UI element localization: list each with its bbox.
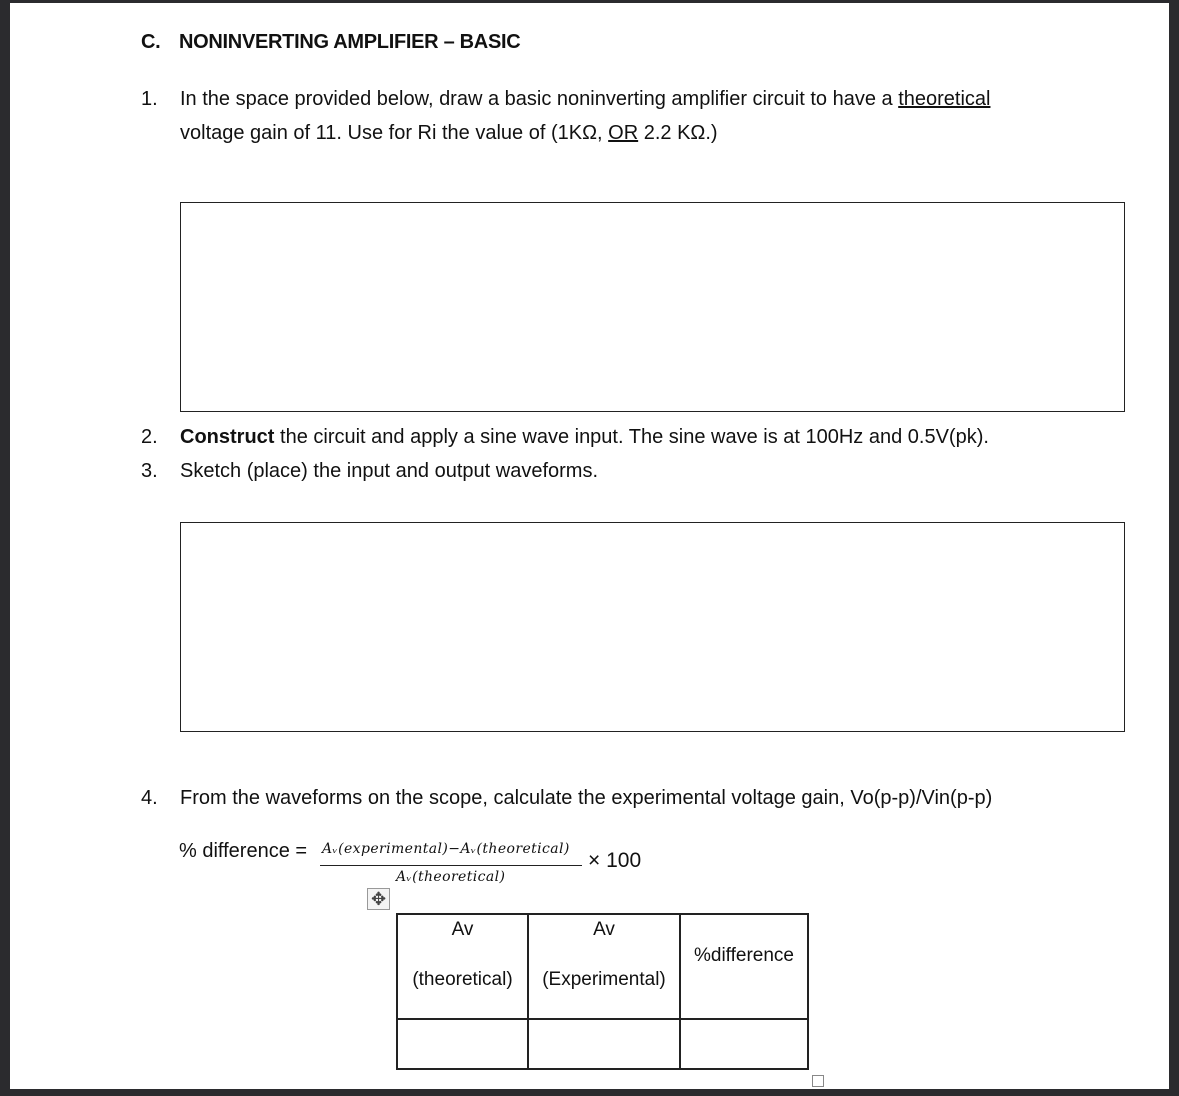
cell-av-experimental[interactable] <box>528 1019 680 1069</box>
formula-multiplier: × 100 <box>588 849 642 872</box>
table-row <box>397 1019 808 1069</box>
header-line1: %difference <box>694 945 794 966</box>
formula-numerator: Aᵥ(experimental)−Aᵥ(theoretical) <box>322 841 570 857</box>
item-4-text: From the waveforms on the scope, calculate the experimental voltage gain, Vo(p-p)/Vin(p-p) <box>180 787 993 809</box>
header-line2: (theoretical) <box>412 969 513 990</box>
item-text <box>180 420 989 454</box>
circuit-drawing-box[interactable] <box>180 202 1125 412</box>
item-2-text: the circuit and apply a sine wave input. The sine wave is at 100Hz and 0.5V(pk). <box>274 426 989 448</box>
table-header-row <box>397 914 808 1019</box>
waveform-sketch-box[interactable] <box>180 522 1125 732</box>
results-table <box>396 913 809 1070</box>
document-page <box>10 3 1169 1089</box>
header-line1: Av <box>593 919 615 940</box>
item-number: 4. <box>141 787 158 809</box>
formula-label: % difference = <box>179 840 308 862</box>
cell-percent-difference[interactable] <box>680 1019 808 1069</box>
item-number: 3. <box>141 460 158 482</box>
cell-av-theoretical[interactable] <box>397 1019 528 1069</box>
fraction-bar <box>320 865 582 866</box>
section-title: NONINVERTING AMPLIFIER – BASIC <box>179 31 521 53</box>
item-1-line1: In the space provided below, draw a basic noninverting amplifier circuit to have a <box>180 88 899 110</box>
underlined-or: OR <box>608 122 639 144</box>
header-line2: (Experimental) <box>542 969 666 990</box>
item-1-line2: voltage gain of 11. Use for Ri the value of (1KΩ, <box>180 122 609 144</box>
header-av-experimental <box>528 914 680 1019</box>
item-number: 1. <box>141 88 158 110</box>
section-letter: C. <box>141 31 161 53</box>
item-number: 2. <box>141 426 158 448</box>
table-resize-handle-icon[interactable] <box>812 1075 824 1087</box>
bold-construct: Construct <box>180 426 275 448</box>
underlined-theoretical: theoretical <box>898 88 991 110</box>
header-percent-difference <box>680 914 808 1019</box>
header-line1: Av <box>451 919 474 940</box>
header-av-theoretical <box>397 914 528 1019</box>
formula-denominator: Aᵥ(theoretical) <box>396 869 506 885</box>
table-move-handle-icon[interactable]: ✥ <box>367 888 390 910</box>
section-heading <box>141 31 520 54</box>
item-3-text: Sketch (place) the input and output waveforms. <box>180 460 599 482</box>
item-1-line2-end: 2.2 KΩ.) <box>638 122 718 144</box>
item-text <box>180 82 990 150</box>
